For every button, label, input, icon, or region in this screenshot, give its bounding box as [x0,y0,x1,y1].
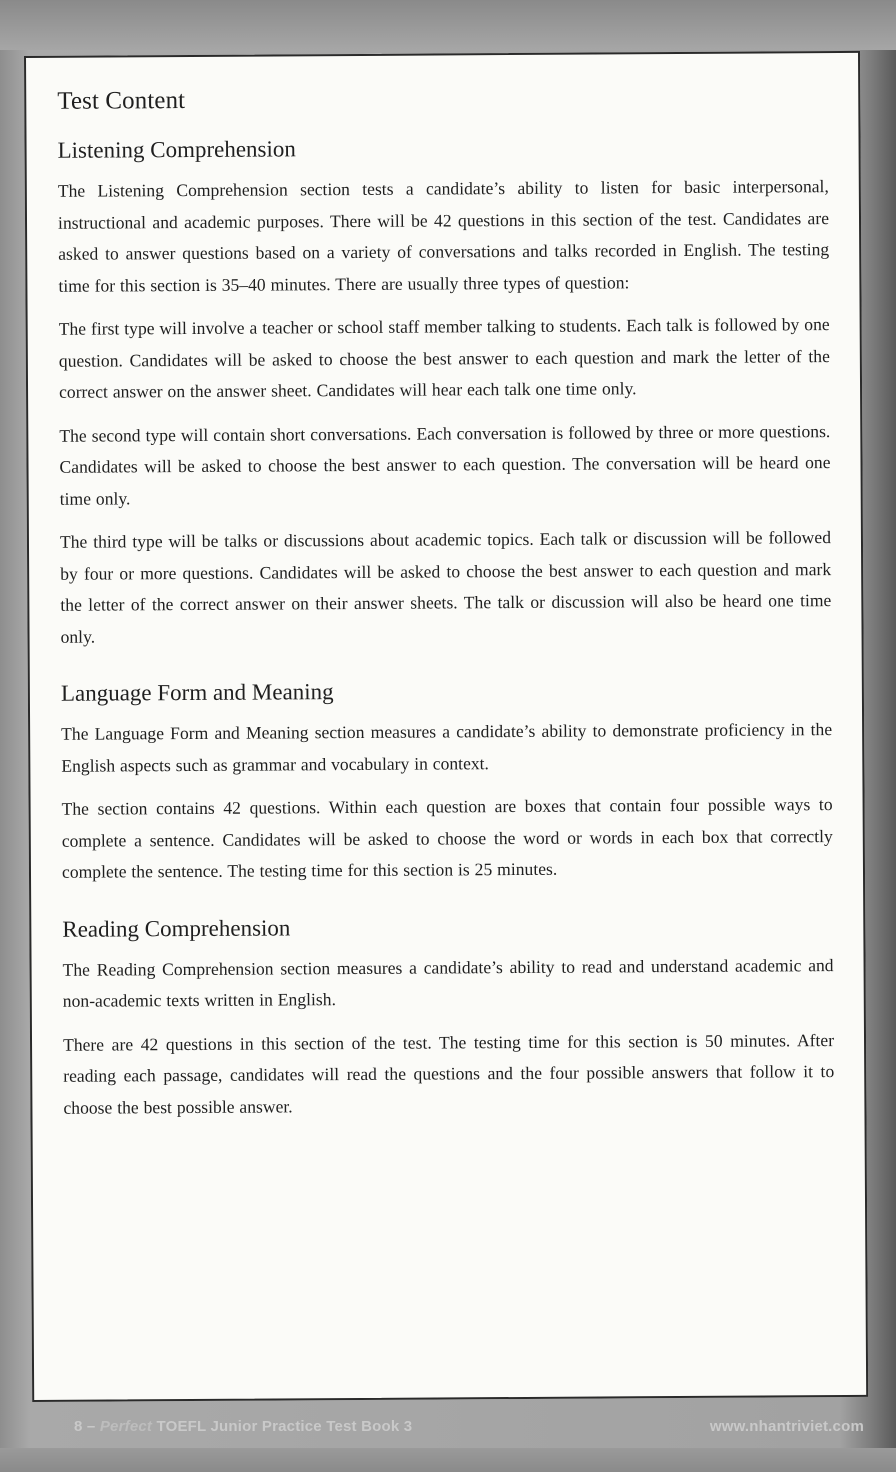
page-footer [0,1408,896,1448]
content-box [24,51,868,1402]
section-listening [58,133,832,653]
paragraph: The first type will involve a teacher or school staff member talking to students. Each talk is followed by one question. Candidates will be asked to choose the best answer to each question and mark the letter of the correct answer on the answer sheet. Candidates will hear each talk one time only. [58,314,830,402]
background-bottom [0,1448,896,1472]
section-language-form [61,676,833,888]
footer-book-info [74,1418,412,1435]
website-url: www.nhantriviet.com [709,1418,864,1435]
paragraph: The Listening Comprehension section tests a candidate’s ability to listen for basic interpersonal, instructional and academic purposes. There will be 42 questions in this section of the test. Candidates are asked to answer questions based on a variety of conversations and talks recorded in English. The testing time for this section is 35–40 minutes. There are usually three types of question: [57,176,830,296]
section-heading: Listening Comprehension [57,136,296,163]
footer-separator: – [86,1418,96,1435]
paragraph: The second type will contain short conversations. Each conversation is followed by three or more questions. Candidates will be asked to choose the best answer to each question. The conversation will be heard one time only. [59,420,831,509]
section-reading [62,912,834,1124]
brand-name: Perfect [99,1418,153,1435]
page-title: Test Content [57,87,186,115]
section-heading: Language Form and Meaning [60,679,334,706]
paragraph: The Reading Comprehension section measures a candidate’s ability to read and understand academic and non-academic texts written in English. [62,954,834,1011]
paragraph: There are 42 questions in this section of the test. The testing time for this section is 50 minutes. After reading each passage, candidates will read the questions and the four possible answers that follow it to choose the best possible answer. [62,1029,835,1118]
book-title: TOEFL Junior Practice Test Book 3 [156,1418,413,1435]
page-number: 8 [74,1418,83,1435]
paragraph: The section contains 42 questions. Within each question are boxes that contain four possible ways to complete a sentence. Candidates will be asked to choose the word or words in each box that correctly complete the sentence. The testing time for this section is 25 minutes. [61,794,833,882]
section-heading: Reading Comprehension [62,914,291,942]
background-top [0,0,896,50]
paragraph: The Language Form and Meaning section measures a candidate’s ability to demonstrate proficiency in the English aspects such as grammar and vocabulary in context. [61,719,833,776]
paragraph: The third type will be talks or discussions about academic topics. Each talk or discussion will be followed by four or more questions. Candidates will be asked to choose the best answer to each question and mark the letter of the correct answer on their answer sheets. The talk or discussion will also be heard one time only. [59,527,832,647]
